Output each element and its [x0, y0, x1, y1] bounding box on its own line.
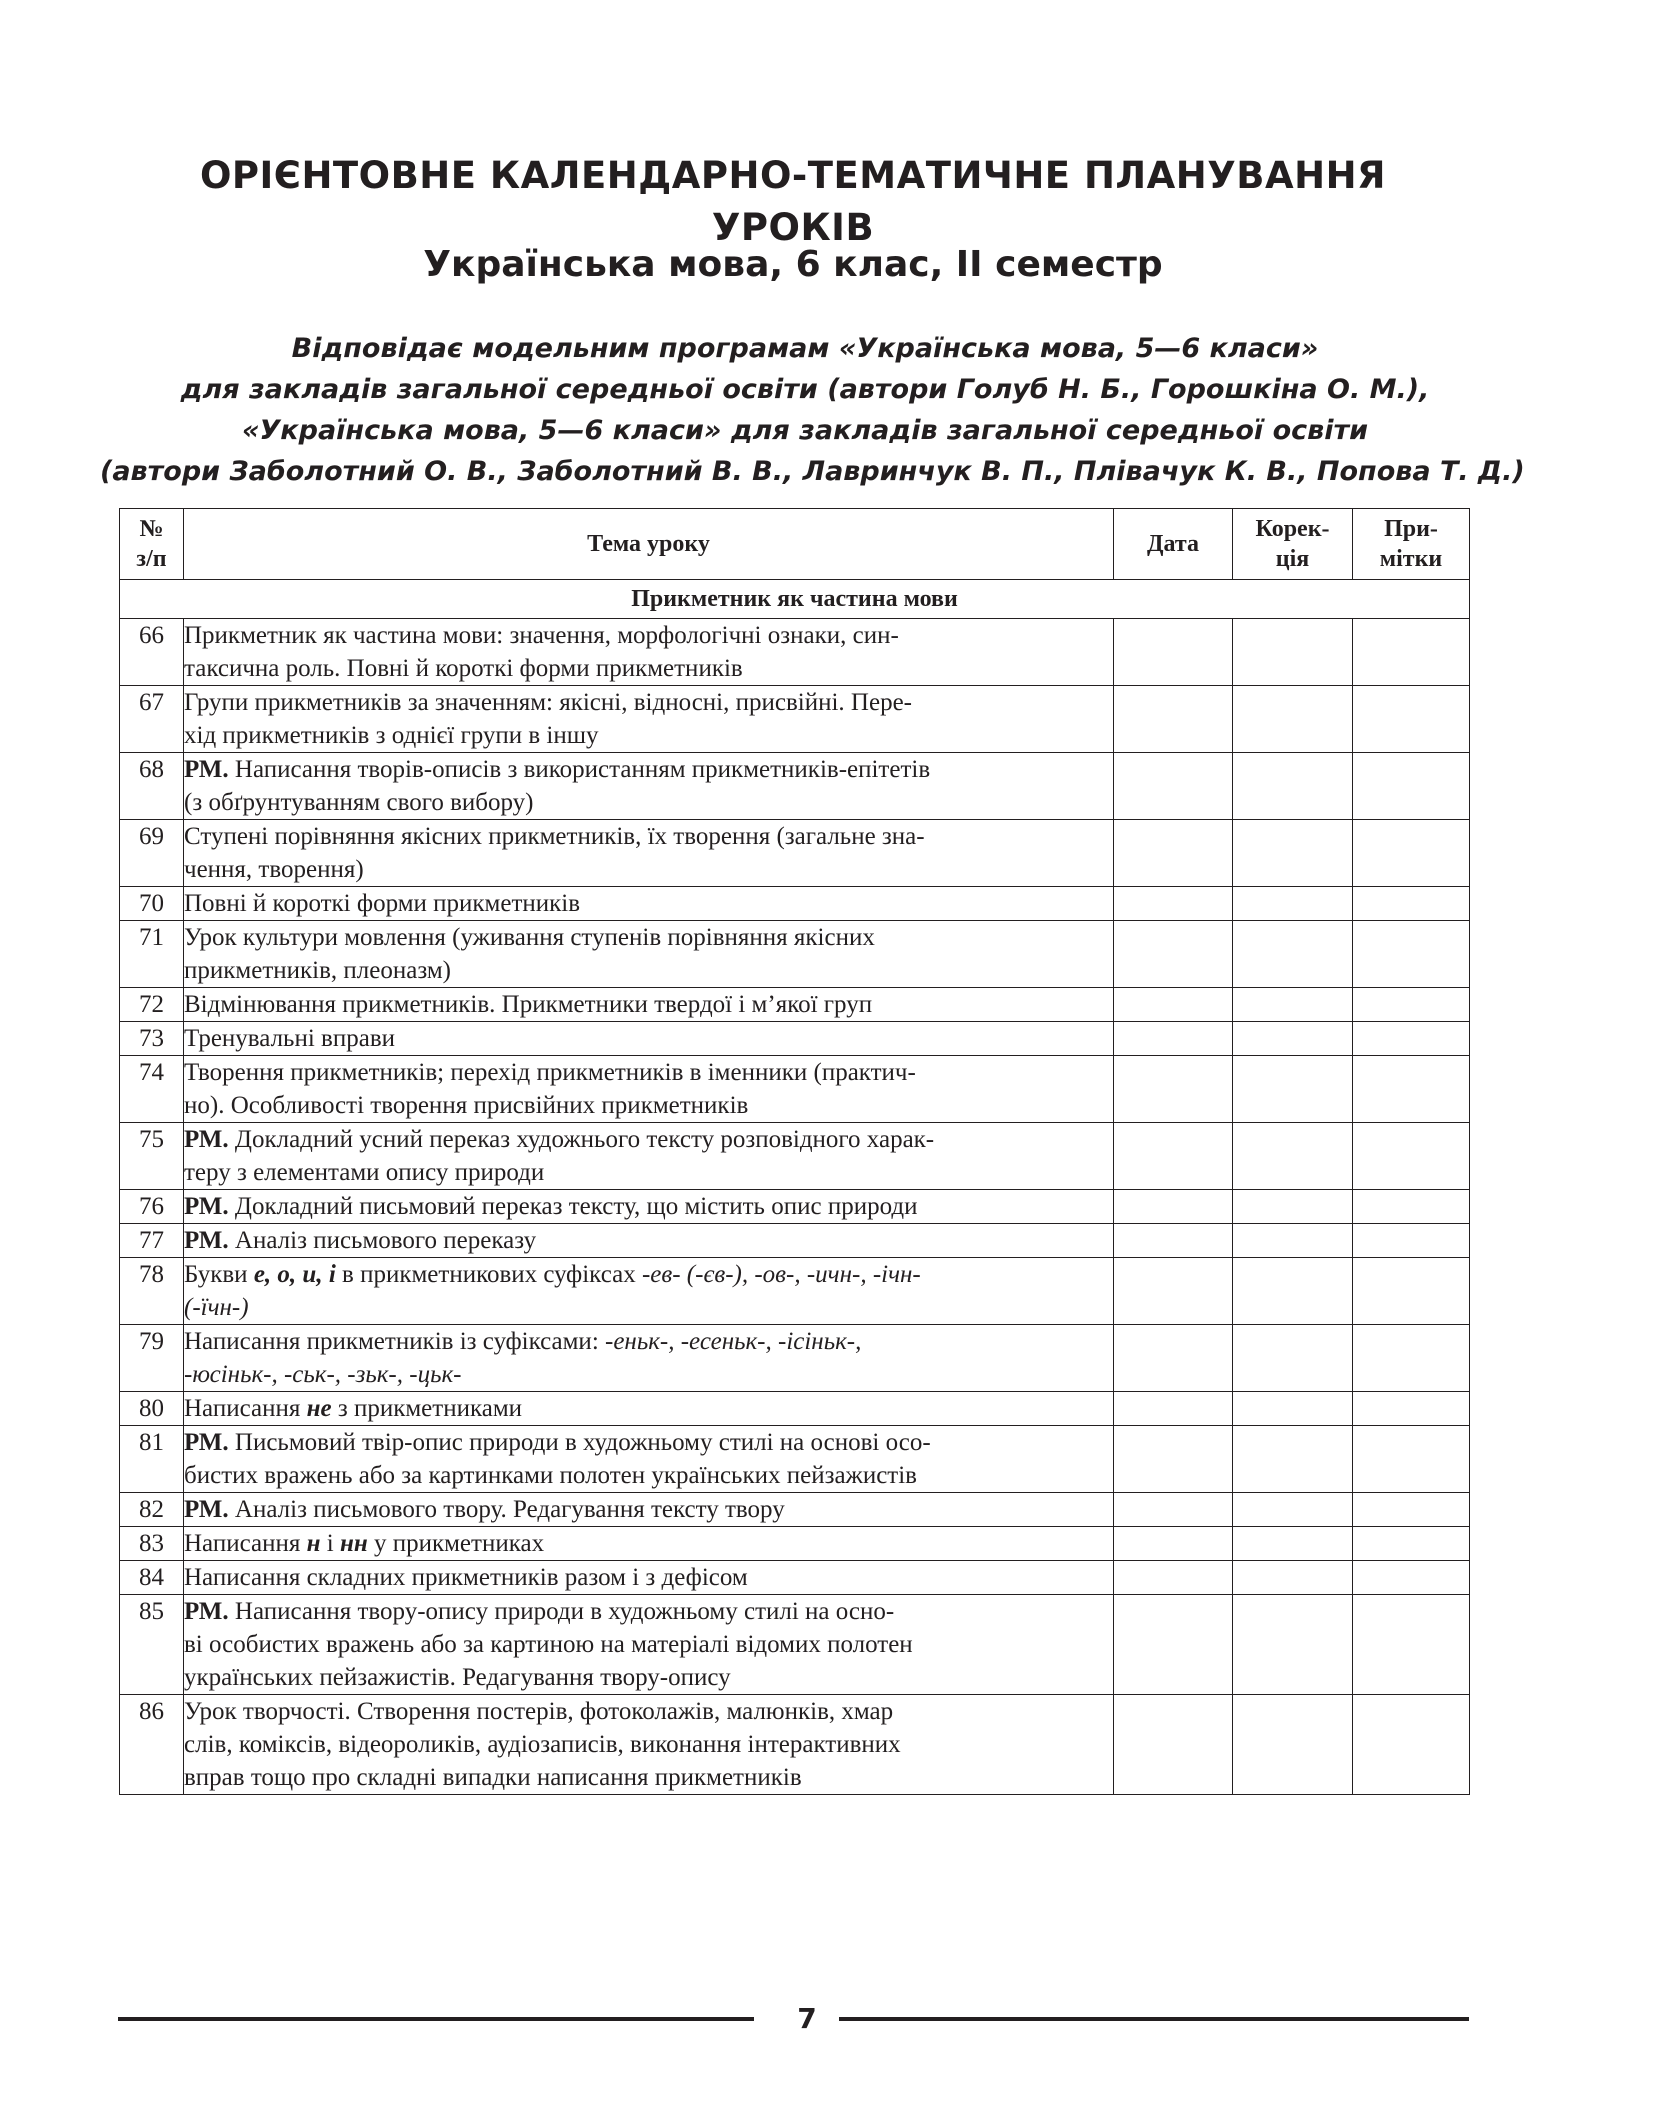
notes-cell[interactable]: [1353, 988, 1470, 1022]
lesson-topic-text: слів, коміксів, відеороликів, аудіозаписів, виконання інтерактивних: [184, 1731, 901, 1758]
lesson-number: 85: [120, 1595, 184, 1695]
speech-development-label: РМ.: [184, 1227, 229, 1254]
speech-development-label: РМ.: [184, 1496, 229, 1523]
notes-cell[interactable]: [1353, 1527, 1470, 1561]
header-topic: Тема уроку: [184, 509, 1114, 580]
lesson-topic-text: Букви: [184, 1261, 254, 1288]
program-reference-line: для закладів загальної середньої освіти (автори Голуб Н. Б., Горошкіна О. М.),: [180, 374, 1430, 405]
notes-cell[interactable]: [1353, 619, 1470, 686]
speech-development-label: РМ.: [184, 1598, 229, 1625]
lesson-topic-emphasis: -ев- (-єв-), -ов-, -ичн-, -ічн-: [641, 1261, 921, 1288]
table-row: [120, 753, 1470, 820]
lesson-number: 71: [120, 921, 184, 988]
correction-cell[interactable]: [1233, 1527, 1353, 1561]
lesson-topic-emphasis: (-їчн-): [184, 1294, 249, 1321]
correction-cell[interactable]: [1233, 1695, 1353, 1795]
lesson-number: 67: [120, 686, 184, 753]
correction-cell[interactable]: [1233, 686, 1353, 753]
lesson-topic-text: і: [320, 1530, 340, 1557]
lesson-topic-emphasis: е, о, и, і: [253, 1261, 336, 1288]
date-cell[interactable]: [1114, 1426, 1233, 1493]
lesson-topic: [184, 921, 1114, 988]
header-correction-line1: Корек-: [1255, 516, 1330, 542]
correction-cell[interactable]: [1233, 1258, 1353, 1325]
lesson-number: 69: [120, 820, 184, 887]
date-cell[interactable]: [1114, 1123, 1233, 1190]
table-row: [120, 1258, 1470, 1325]
lesson-topic: [184, 1695, 1114, 1795]
lesson-topic-text: Групи прикметників за значенням: якісні, відносні, присвійні. Пере-: [184, 689, 913, 716]
lesson-topic-text: Урок культури мовлення (уживання ступенів порівняння якісних: [184, 924, 875, 951]
table-row: [120, 1190, 1470, 1224]
lesson-topic-text: Аналіз письмового твору. Редагування тексту твору: [234, 1496, 785, 1523]
lesson-topic-text: Написання прикметників із суфіксами:: [184, 1328, 606, 1355]
date-cell[interactable]: [1114, 921, 1233, 988]
lesson-topic-text: (з обґрунтуванням свого вибору): [184, 789, 534, 816]
header-number-line2: з/п: [136, 546, 167, 572]
lesson-topic-text: чення, творення): [184, 856, 364, 883]
date-cell[interactable]: [1114, 887, 1233, 921]
lesson-topic-text: українських пейзажистів. Редагування твору-опису: [184, 1664, 731, 1691]
lesson-topic-emphasis: -юсіньк-, -ськ-, -зьк-, -цьк-: [184, 1361, 462, 1388]
header-notes-line1: При-: [1384, 516, 1438, 542]
table-row: [120, 1056, 1470, 1123]
date-cell[interactable]: [1114, 619, 1233, 686]
date-cell[interactable]: [1114, 1595, 1233, 1695]
lesson-topic: [184, 1056, 1114, 1123]
lesson-number: 73: [120, 1022, 184, 1056]
notes-cell[interactable]: [1353, 1493, 1470, 1527]
lesson-topic-text: Докладний усний переказ художнього тексту розповідного харак-: [234, 1126, 935, 1153]
correction-cell[interactable]: [1233, 1493, 1353, 1527]
date-cell[interactable]: [1114, 1224, 1233, 1258]
date-cell[interactable]: [1114, 1527, 1233, 1561]
program-reference-line: «Українська мова, 5—6 класи» для закладів загальної середньої освіти: [241, 415, 1369, 446]
program-reference-line: (автори Заболотний О. В., Заболотний В. В., Лавринчук В. П., Плівачук К. В., Попова Т. Д.): [100, 456, 1525, 487]
speech-development-label: РМ.: [184, 756, 229, 783]
lesson-number: 81: [120, 1426, 184, 1493]
lesson-topic: [184, 1325, 1114, 1392]
date-cell[interactable]: [1114, 988, 1233, 1022]
lesson-topic-text: Відмінювання прикметників. Прикметники твердої і м’якої груп: [184, 991, 873, 1018]
lesson-topic: [184, 887, 1114, 921]
lesson-topic-text: прикметників, плеоназм): [184, 957, 451, 984]
lesson-topic-text: хід прикметників з однієї групи в іншу: [184, 722, 599, 749]
table-row: [120, 1426, 1470, 1493]
lesson-number: 84: [120, 1561, 184, 1595]
lesson-topic-text: Написання твору-опису природи в художньому стилі на осно-: [234, 1598, 895, 1625]
notes-cell[interactable]: [1353, 820, 1470, 887]
lesson-number: 72: [120, 988, 184, 1022]
notes-cell[interactable]: [1353, 1426, 1470, 1493]
lesson-topic-text: Творення прикметників; перехід прикметників в іменники (практич-: [184, 1059, 916, 1086]
lesson-number: 86: [120, 1695, 184, 1795]
correction-cell[interactable]: [1233, 1561, 1353, 1595]
correction-cell[interactable]: [1233, 1325, 1353, 1392]
page-number: 7: [797, 2002, 817, 2035]
notes-cell[interactable]: [1353, 753, 1470, 820]
lesson-topic: [184, 753, 1114, 820]
notes-cell[interactable]: [1353, 1595, 1470, 1695]
correction-cell[interactable]: [1233, 1022, 1353, 1056]
lesson-topic-text: таксична роль. Повні й короткі форми прикметників: [184, 655, 743, 682]
table-row: [120, 686, 1470, 753]
date-cell[interactable]: [1114, 1022, 1233, 1056]
speech-development-label: РМ.: [184, 1429, 229, 1456]
notes-cell[interactable]: [1353, 1392, 1470, 1426]
table-row: [120, 1325, 1470, 1392]
lesson-topic-emphasis: -еньк-, -есеньк-, -ісіньк-,: [605, 1328, 862, 1355]
table-row: [120, 1561, 1470, 1595]
correction-cell[interactable]: [1233, 921, 1353, 988]
lesson-topic-text: Написання: [184, 1395, 307, 1422]
correction-cell[interactable]: [1233, 820, 1353, 887]
footer-rule-left: [118, 2017, 754, 2021]
correction-cell[interactable]: [1233, 1595, 1353, 1695]
lesson-number: 79: [120, 1325, 184, 1392]
section-title: Прикметник як частина мови: [120, 580, 1470, 619]
table-row: [120, 1392, 1470, 1426]
lesson-number: 77: [120, 1224, 184, 1258]
header-number: [120, 509, 184, 580]
date-cell[interactable]: [1114, 1190, 1233, 1224]
lesson-topic-text: в прикметникових суфіксах: [335, 1261, 642, 1288]
lesson-topic: [184, 1224, 1114, 1258]
correction-cell[interactable]: [1233, 887, 1353, 921]
correction-cell[interactable]: [1233, 1056, 1353, 1123]
lesson-topic-text: Аналіз письмового переказу: [234, 1227, 537, 1254]
section-row: [120, 580, 1470, 619]
table-row: [120, 1123, 1470, 1190]
lesson-number: 83: [120, 1527, 184, 1561]
lesson-topic-text: Докладний письмовий переказ тексту, що містить опис природи: [234, 1193, 918, 1220]
program-reference-line: Відповідає модельним програмам «Українська мова, 5—6 класи»: [291, 333, 1319, 364]
lesson-topic: [184, 1392, 1114, 1426]
lesson-topic: [184, 1190, 1114, 1224]
lesson-topic-text: но). Особливості творення присвійних прикметників: [184, 1092, 749, 1119]
header-date: Дата: [1114, 509, 1233, 580]
lesson-topic-text: Написання складних прикметників разом і з дефісом: [184, 1564, 748, 1591]
header-correction-line2: ція: [1275, 546, 1310, 572]
lesson-number: 76: [120, 1190, 184, 1224]
date-cell[interactable]: [1114, 1056, 1233, 1123]
lesson-topic: [184, 619, 1114, 686]
lesson-topic: [184, 686, 1114, 753]
lesson-topic-text: Написання творів-описів з використанням прикметників-епітетів: [234, 756, 931, 783]
correction-cell[interactable]: [1233, 1123, 1353, 1190]
date-cell[interactable]: [1114, 1695, 1233, 1795]
correction-cell[interactable]: [1233, 1190, 1353, 1224]
lesson-topic: [184, 1561, 1114, 1595]
lesson-topic-text: Написання: [184, 1530, 307, 1557]
lesson-number: 78: [120, 1258, 184, 1325]
notes-cell[interactable]: [1353, 887, 1470, 921]
notes-cell[interactable]: [1353, 1561, 1470, 1595]
notes-cell[interactable]: [1353, 1325, 1470, 1392]
page-subtitle: Українська мова, 6 клас, ІІ семестр: [423, 244, 1163, 285]
page-title: ОРІЄНТОВНЕ КАЛЕНДАРНО-ТЕМАТИЧНЕ ПЛАНУВАННЯ УРОКІВ: [199, 154, 1387, 249]
table-row: [120, 988, 1470, 1022]
correction-cell[interactable]: [1233, 1392, 1353, 1426]
table-header-row: [120, 509, 1470, 580]
footer-rule-right: [839, 2017, 1469, 2021]
lesson-topic: [184, 1258, 1114, 1325]
correction-cell[interactable]: [1233, 988, 1353, 1022]
lesson-topic: [184, 1123, 1114, 1190]
date-cell[interactable]: [1114, 1325, 1233, 1392]
speech-development-label: РМ.: [184, 1126, 229, 1153]
date-cell[interactable]: [1114, 820, 1233, 887]
lesson-topic-text: Тренувальні вправи: [184, 1025, 395, 1052]
date-cell[interactable]: [1114, 1561, 1233, 1595]
lesson-number: 82: [120, 1493, 184, 1527]
notes-cell[interactable]: [1353, 686, 1470, 753]
notes-cell[interactable]: [1353, 1022, 1470, 1056]
lesson-topic-text: у прикметниках: [367, 1530, 545, 1557]
lesson-topic-emphasis: не: [306, 1395, 332, 1422]
header-notes-line2: мітки: [1379, 546, 1443, 572]
lesson-topic: [184, 1022, 1114, 1056]
lesson-number: 74: [120, 1056, 184, 1123]
lesson-number: 68: [120, 753, 184, 820]
table-row: [120, 820, 1470, 887]
lesson-plan-table: [119, 508, 1470, 1795]
lesson-topic-text: Ступені порівняння якісних прикметників, їх творення (загальне зна-: [184, 823, 925, 850]
lesson-topic: [184, 1493, 1114, 1527]
lesson-topic-emphasis: нн: [339, 1530, 368, 1557]
notes-cell[interactable]: [1353, 921, 1470, 988]
notes-cell[interactable]: [1353, 1224, 1470, 1258]
date-cell[interactable]: [1114, 686, 1233, 753]
lesson-topic: [184, 820, 1114, 887]
lesson-topic-text: бистих вражень або за картинками полотен українських пейзажистів: [184, 1462, 917, 1489]
notes-cell[interactable]: [1353, 1190, 1470, 1224]
lesson-topic: [184, 1595, 1114, 1695]
lesson-topic-emphasis: н: [306, 1530, 321, 1557]
lesson-number: 80: [120, 1392, 184, 1426]
table-row: [120, 921, 1470, 988]
date-cell[interactable]: [1114, 753, 1233, 820]
lesson-topic-text: ві особистих вражень або за картиною на матеріалі відомих полотен: [184, 1631, 913, 1658]
lesson-topic: [184, 1527, 1114, 1561]
lesson-topic-text: Урок творчості. Створення постерів, фотоколажів, малюнків, хмар: [184, 1698, 894, 1725]
lesson-topic-text: Прикметник як частина мови: значення, морфологічні ознаки, син-: [184, 622, 899, 649]
speech-development-label: РМ.: [184, 1193, 229, 1220]
header-number-line1: №: [139, 516, 164, 542]
correction-cell[interactable]: [1233, 1224, 1353, 1258]
table-row: [120, 619, 1470, 686]
lesson-topic-text: Повні й короткі форми прикметників: [184, 890, 581, 917]
correction-cell[interactable]: [1233, 753, 1353, 820]
table-row: [120, 1595, 1470, 1695]
header-correction: [1233, 509, 1353, 580]
notes-cell[interactable]: [1353, 1123, 1470, 1190]
lesson-topic-text: вправ тощо про складні випадки написання прикметників: [184, 1764, 802, 1791]
lesson-topic: [184, 988, 1114, 1022]
lesson-topic-text: Письмовий твір-опис природи в художньому стилі на основі осо-: [234, 1429, 931, 1456]
table-row: [120, 1527, 1470, 1561]
table-row: [120, 1224, 1470, 1258]
lesson-number: 70: [120, 887, 184, 921]
correction-cell[interactable]: [1233, 619, 1353, 686]
table-body: [120, 580, 1470, 1795]
date-cell[interactable]: [1114, 1392, 1233, 1426]
program-reference: [100, 328, 1525, 492]
date-cell[interactable]: [1114, 1258, 1233, 1325]
lesson-number: 66: [120, 619, 184, 686]
lesson-number: 75: [120, 1123, 184, 1190]
notes-cell[interactable]: [1353, 1056, 1470, 1123]
lesson-topic: [184, 1426, 1114, 1493]
date-cell[interactable]: [1114, 1493, 1233, 1527]
notes-cell[interactable]: [1353, 1695, 1470, 1795]
correction-cell[interactable]: [1233, 1426, 1353, 1493]
table-row: [120, 1695, 1470, 1795]
table-row: [120, 1022, 1470, 1056]
notes-cell[interactable]: [1353, 1258, 1470, 1325]
table-row: [120, 1493, 1470, 1527]
lesson-topic-text: з прикметниками: [331, 1395, 523, 1422]
lesson-topic-text: теру з елементами опису природи: [184, 1159, 545, 1186]
table-row: [120, 887, 1470, 921]
header-notes: [1353, 509, 1470, 580]
